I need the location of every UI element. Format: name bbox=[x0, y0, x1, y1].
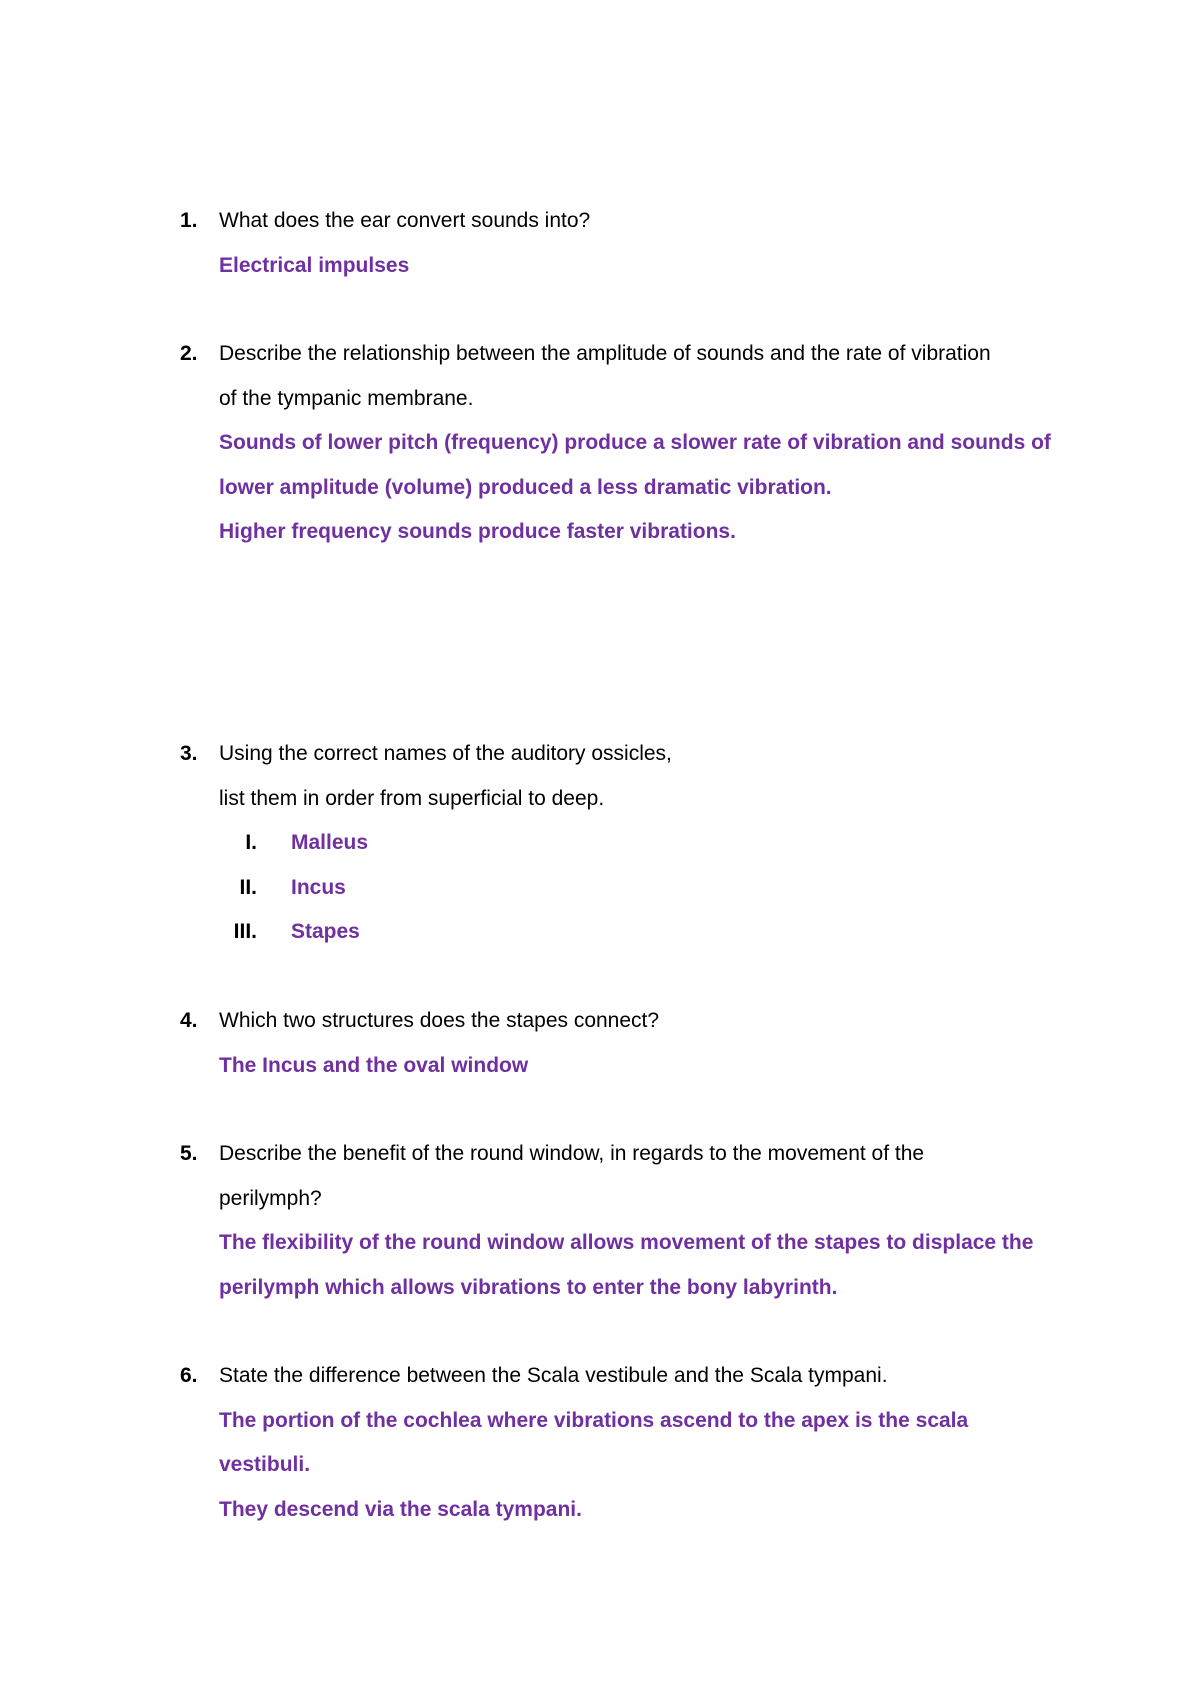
list-item bbox=[219, 821, 1080, 866]
question-4 bbox=[180, 999, 1080, 1088]
answer-text: Malleus bbox=[291, 831, 369, 854]
question-text: Using the correct names of the auditory ossicles, bbox=[219, 742, 672, 765]
list-item bbox=[219, 910, 1080, 955]
question-text: list them in order from superficial to deep. bbox=[219, 786, 605, 810]
question-text: perilymph? bbox=[219, 1186, 322, 1210]
question-6 bbox=[180, 1354, 1080, 1532]
answer-text: The portion of the cochlea where vibrations ascend to the apex is the scala bbox=[219, 1408, 969, 1432]
question-number: 3. bbox=[180, 742, 198, 765]
answer-text: Sounds of lower pitch (frequency) produce a slower rate of vibration and sounds of bbox=[219, 431, 1051, 454]
answer-text: lower amplitude (volume) produced a less dramatic vibration. bbox=[219, 475, 832, 499]
question-text: Describe the benefit of the round window, in regards to the movement of the bbox=[219, 1142, 925, 1165]
question-text: Which two structures does the stapes connect? bbox=[219, 1009, 660, 1032]
question-text: What does the ear convert sounds into? bbox=[219, 209, 591, 232]
question-5 bbox=[180, 1132, 1080, 1310]
list-numeral: II. bbox=[239, 875, 257, 899]
answer-text: The flexibility of the round window allows movement of the stapes to displace the bbox=[219, 1231, 1034, 1254]
answer-text: vestibuli. bbox=[219, 1453, 311, 1476]
question-text: State the difference between the Scala vestibule and the Scala tympani. bbox=[219, 1364, 888, 1387]
list-numeral: I. bbox=[245, 831, 257, 854]
question-number: 2. bbox=[180, 342, 198, 365]
question-number: 4. bbox=[180, 1009, 198, 1032]
question-3 bbox=[180, 732, 1080, 955]
question-text: of the tympanic membrane. bbox=[219, 386, 474, 410]
answer-text: The Incus and the oval window bbox=[219, 1053, 529, 1077]
question-text: Describe the relationship between the amplitude of sounds and the rate of vibration bbox=[219, 342, 991, 365]
answer-text: Stapes bbox=[291, 920, 360, 943]
answer-text: Higher frequency sounds produce faster vibrations. bbox=[219, 520, 736, 543]
list-item bbox=[219, 866, 1080, 911]
answer-text: Electrical impulses bbox=[219, 253, 410, 277]
ossicle-list bbox=[219, 821, 1080, 955]
answer-text: Incus bbox=[291, 875, 346, 899]
question-1 bbox=[180, 199, 1080, 288]
question-number: 1. bbox=[180, 209, 198, 232]
question-number: 5. bbox=[180, 1142, 198, 1165]
question-2 bbox=[180, 332, 1080, 555]
question-number: 6. bbox=[180, 1364, 198, 1387]
answer-text: They descend via the scala tympani. bbox=[219, 1497, 582, 1521]
list-numeral: III. bbox=[233, 920, 257, 943]
answer-text: perilymph which allows vibrations to enter the bony labyrinth. bbox=[219, 1275, 838, 1299]
